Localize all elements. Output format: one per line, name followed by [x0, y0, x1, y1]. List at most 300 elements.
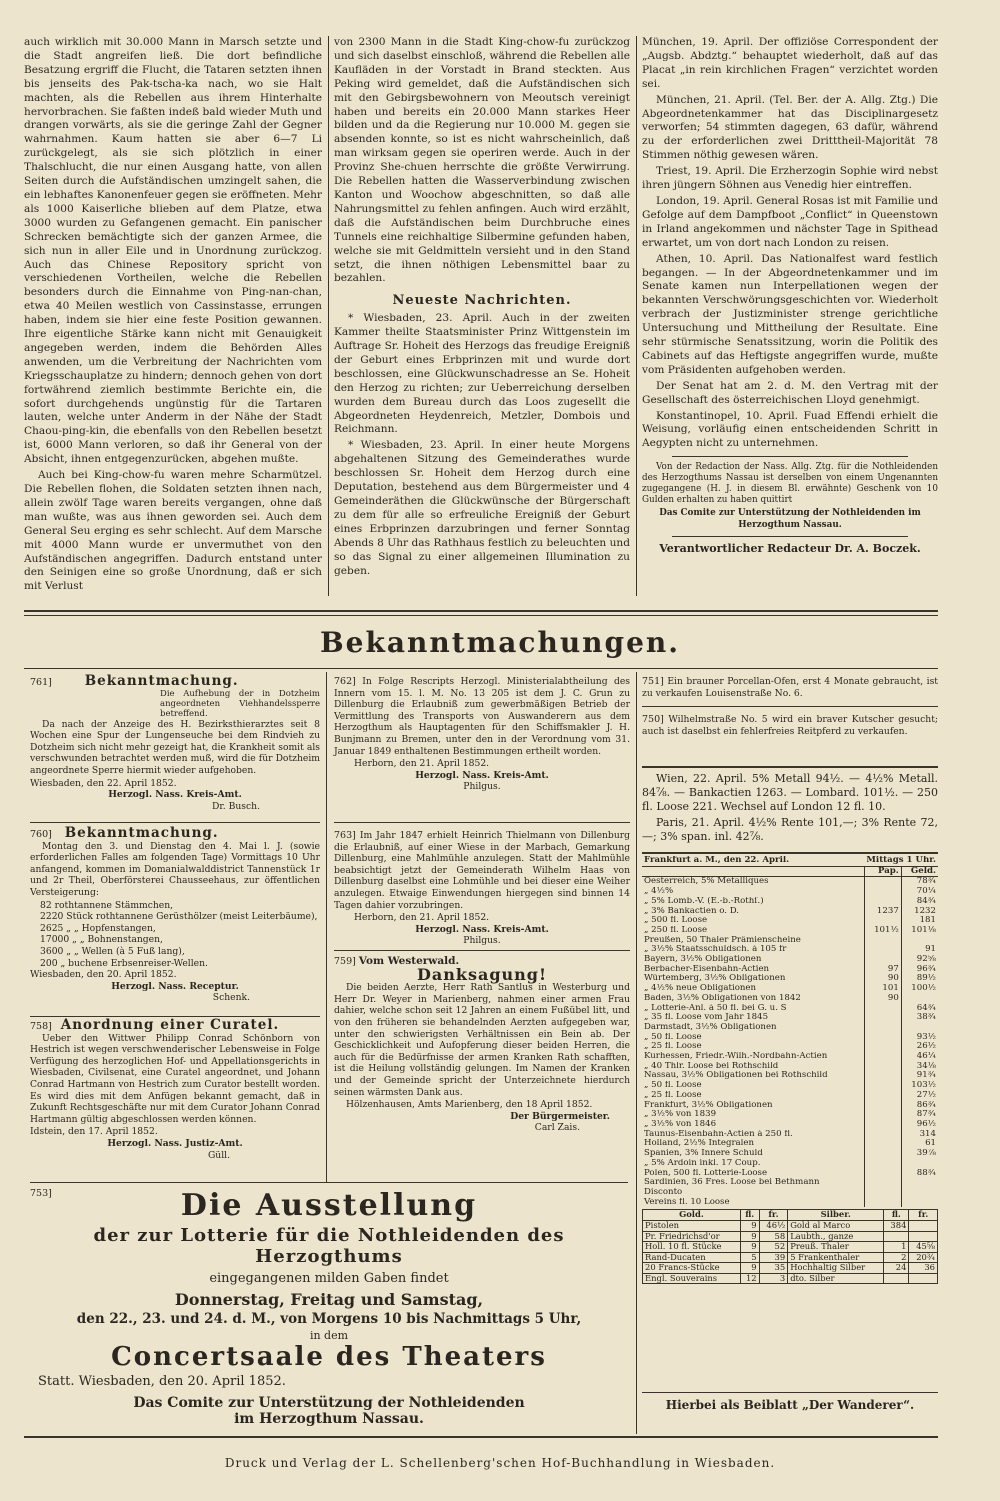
news-item: Konstantinopel, 10. April. Fuad Effendi erhielt die Weisung, vorläufig einen entscheidenden Schritt in Aegypten nicht zu unternehmen.	[642, 409, 938, 450]
article-paragraph: auch wirklich mit 30.000 Mann in Marsch setzte und die Stadt angreifen ließ. Die dort befindliche Besatzung ergriff die Flucht, die Tataren setzten ihnen bis jenseits des Pak-tscha-ka nach, wo sie Halt machten, als die Rebellen aus ihrem Hinterhalte hervorbrachen. Sie faßten indeß bald wieder Muth und drangen vorwärts, als sie die geringe Zahl der Gegner wahrnahmen. Kaum hatten sie aber 6—7 Li zurückgelegt, als sie sich plötzlich in einer Thalschlucht, die nur einen Ausgang hatte, von allen Seiten durch die Aufständischen umzingelt sahen, die ein lebhaftes Kanonenfeuer gegen sie eröffneten. Mehr als 1000 Kaiserliche blieben auf dem Platze, etwa 3000 wurden zu Gefangenen gemacht. Ein panischer Schrecken bemächtigte sich der ganzen Armee, die sich nun in aller Eile und in Unordnung zurückzog. Auch das Chinese Repository spricht von verschiedenen Vortheilen, welche die Rebellen besonders durch die Einnahme von Ping-nan-chan, etwa 40 Meilen westlich von Cassinstasse, errungen haben, indem sie hier eine feste Position gewannen. Ihre eigentliche Stärke kann nicht mit Genauigkeit angegeben werden, indem die Behörden Alles anwenden, um die Verbreitung der Nachrichten vom Kriegsschauplatze zu hindern; dennoch gehen von dort fortwährend ziemlich bestimmte Berichte ein, die sofort durchgehends ungünstig für die Tartaren lauten, welche unter Anderm in der Nähe der Stadt Chaou-ping-kin, die ebenfalls von den Rebellen besetzt ist, 6000 Mann verloren, so daß ihr General von der Absicht, ihnen entgegenzurücken, abgehen mußte.	[24, 36, 322, 466]
auction-item: 2625 „ „ Hopfenstangen,	[40, 922, 156, 934]
section-title-latest-news: Neueste Nachrichten.	[392, 293, 572, 309]
price-geld: 70¼	[901, 887, 938, 897]
security-name: „ 3½% von 1846	[644, 1119, 717, 1129]
divider	[642, 766, 938, 768]
news-column-2	[334, 36, 630, 580]
exchange-row	[642, 926, 938, 936]
security-name: „ 40 Thlr. Loose bei Rothschild	[644, 1061, 779, 1071]
security-name: „ 4½% neue Obligationen	[644, 984, 757, 994]
gold-cell: 2	[884, 1252, 909, 1263]
exhibition-line: eingegangenen milden Gaben findet	[209, 1271, 449, 1286]
price-pap	[864, 1188, 901, 1198]
price-geld: 91	[901, 945, 938, 955]
divider	[30, 1182, 628, 1183]
security-name: Spanien, 3% Innere Schuld	[644, 1149, 763, 1159]
divider	[334, 950, 630, 951]
column-divider	[636, 36, 637, 596]
editor-line: Verantwortlicher Redacteur Dr. A. Boczek.	[659, 542, 921, 556]
announcement-number: 753]	[30, 1188, 52, 1199]
gold-cell: 9	[740, 1220, 759, 1231]
gold-row	[643, 1273, 938, 1284]
announcement-signer: Philgus.	[463, 935, 501, 947]
news-item: London, 19. April. General Rosas ist mit Familie und Gefolge auf dem Dampfboot „Conflict“ in Queenstown in Irland angekommen und nächster Tage in Spithead erwartet, um von dort nach London zu reisen.	[642, 194, 938, 249]
exhibition-committee: im Herzogthum Nassau.	[234, 1411, 424, 1427]
news-item: * Wiesbaden, 23. April. In einer heute Morgens abgehaltenen Sitzung des Gemeinderathes wurde beschlossen Sr. Hoheit dem Herzog durch eine Deputation, bestehend aus dem Bürgermeister und 4 Gemeinderäthen die Glückwünsche der Bürgerschaft zu dem für alle so erfreuliche Ereigniß der Geburt eines Erbprinzen darzubringen und ferner Sonntag Abends 8 Uhr das Rathhaus festlich zu beleuchten und so das Signal zu einer allgemeinen Illumination zu geben.	[334, 439, 630, 577]
price-pap	[864, 877, 901, 887]
news-item: München, 19. April. Der offiziöse Correspondent der „Augsb. Abdztg.“ behauptet wiederholt, daß auf das Placat „in rein kirchlichen Fragen“ verzichtet worden sei.	[642, 36, 938, 90]
price-pap	[864, 1071, 901, 1081]
announcement-body: Die beiden Aerzte, Herr Rath Santlus in Westerburg und Herr Dr. Weyer in Marienberg, nahmen einer armen Frau dahier, welche schon seit 12 Jahren an einem Fußübel litt, und von den früheren sie behandelnden Aerzten aufgegeben war, unter den schwierigsten Verhältnissen ein Bein ab. Der Geschicklichkeit und Aufopferung dieser beiden Herren, die auch für die Bedürfnisse der armen Kranken Rath schafften, ist die Heilung vollständig gelungen. Im Namen der Kranken und der Gemeinde spricht der Unterzeichnete hierdurch seinen wärmsten Dank aus.	[334, 982, 630, 1098]
gold-header-cell: Gold.	[643, 1210, 741, 1221]
gold-row	[643, 1263, 938, 1274]
announcement-title: Bekanntmachung.	[64, 825, 219, 841]
gold-cell	[909, 1220, 938, 1231]
announcement-date: Herborn, den 21. April 1852.	[354, 758, 490, 770]
price-pap	[864, 1120, 901, 1130]
price-pap	[864, 1101, 901, 1111]
auction-item: 2220 Stück rothtannene Gerüsthölzer (meist Leiterbäume),	[40, 911, 318, 923]
gold-cell: Rand-Ducaten	[643, 1252, 741, 1263]
auction-item: 200 „ buchene Erbsenreiser-Wellen.	[40, 957, 208, 969]
announcement-office: Herzogl. Nass. Kreis-Amt.	[415, 769, 549, 781]
gold-header-cell: fl.	[740, 1210, 759, 1221]
exchange-row	[642, 877, 938, 887]
security-name: „ 5% Lomb.-V. (E.-b.-Rothſ.)	[644, 896, 764, 906]
gold-cell: 9	[740, 1231, 759, 1242]
exchange-row	[642, 1198, 938, 1208]
security-name: Würtemberg, 3½% Obligationen	[644, 974, 786, 984]
announcement-number: 750]	[642, 714, 664, 725]
exchange-row	[642, 955, 938, 965]
news-item: Athen, 10. April. Das Nationalfest ward festlich begangen. — In der Abgeordnetenkammer und im Senate kamen nun Interpellationen wegen der bekannten Verschwörungsgeschichten vor. Wiederholt verbrach der Justizminister strenge gerichtliche Untersuchung und Mittheilung der Resultate. Eine sehr stürmische Senatssitzung, worin die Politik des Cabinets auf das Heftigste angegriffen wurde, mußte vom Präsidenten aufgehoben werden.	[642, 252, 938, 376]
column-divider	[636, 672, 637, 1434]
news-column-1	[24, 36, 322, 596]
price-pap	[864, 1004, 901, 1014]
announcement-body: Wilhelmstraße No. 5 wird ein braver Kutscher gesucht; auch ist daselbst ein fehlerfreies Reitpferd zu verkaufen.	[642, 714, 939, 737]
price-pap	[864, 1159, 901, 1169]
exhibition-line: der zur Lotterie für die Nothleidenden des Herzogthums	[93, 1225, 565, 1267]
price-geld: 61	[901, 1139, 938, 1149]
price-pap	[864, 1062, 901, 1072]
gold-header-cell: fr.	[759, 1210, 788, 1221]
article-paragraph: Auch bei King-chow-fu waren mehre Scharmützel. Die Rebellen flohen, die Soldaten setzten ihnen nach, allein zwölf Tage waren bereits vergangen, ohne daß man wußte, was aus ihnen geworden sei. Auch dem General Seu erging es sehr schlecht. Auf dem Marsche mit 4000 Mann wurde er unvermuthet von den Aufständischen angegriffen. Dadurch entstand unter den Seinigen eine so große Unordnung, daß er sich mit Verlust	[24, 469, 322, 593]
exchange-row	[642, 1033, 938, 1043]
price-pap	[864, 1013, 901, 1023]
announcement-body: Montag den 3. und Dienstag den 4. Mai l. J. (sowie erforderlichen Falles am folgenden Tage) Vormittags 10 Uhr anfangend, kommen im Domanialwalddistrict Tannenstück 1r und 2r Theil, Oberförsterei Chausseehaus, zur öffentlichen Versteigerung:	[30, 840, 320, 898]
security-name: „ 500 fl. Loose	[644, 916, 708, 926]
divider	[30, 822, 320, 823]
market-wien: Wien, 22. April. 5% Metall 94½. — 4½% Metall. 84⅞. — Bankactien 1263. — Lombard. 101½. — 250 fl. Loose 221. Wechsel auf London 12 fl. 10.	[642, 772, 938, 813]
price-pap	[864, 1198, 901, 1208]
security-name: „ 50 fl. Loose	[644, 1081, 702, 1091]
announcement-subject: Die Aufhebung der in Dotzheim angeordneten Viehhandelssperre betreffend.	[160, 688, 320, 719]
gold-row	[643, 1242, 938, 1253]
gold-cell: Pr. Friedrichsd'or	[643, 1231, 741, 1242]
exchange-row	[642, 1178, 938, 1188]
price-pap	[864, 1052, 901, 1062]
price-geld	[901, 936, 938, 946]
price-geld: 64¾	[901, 1004, 938, 1014]
exchange-row	[642, 974, 938, 984]
gold-cell	[884, 1231, 909, 1242]
exchange-row	[642, 916, 938, 926]
exchange-row	[642, 1091, 938, 1101]
gold-cell: 45⅝	[909, 1242, 938, 1253]
gold-cell: Engl. Souverains	[643, 1273, 741, 1284]
gold-cell: 35	[759, 1263, 788, 1274]
security-name: „ 3½% von 1839	[644, 1110, 717, 1120]
supplement-note: Hierbei als Beiblatt „Der Wanderer“.	[665, 1398, 915, 1412]
announcement-761	[30, 673, 320, 812]
divider	[672, 456, 908, 457]
security-name: Berbacher-Eisenbahn-Actien	[644, 964, 770, 974]
security-name: „ Lotterie-Anl. à 50 fl. bei G. u. S	[644, 1003, 787, 1013]
exchange-row	[642, 1139, 938, 1149]
gold-cell: Holl. 10 fl. Stücke	[643, 1242, 741, 1253]
security-name: Sardinien, 36 Fres. Loose bei Bethmann	[644, 1178, 820, 1188]
gold-header-cell: fr.	[909, 1210, 938, 1221]
divider	[334, 822, 630, 823]
announcement-body: Ueber den Wittwer Philipp Conrad Schönborn von Hestrich ist wegen verschwenderischer Lebensweise in Folge Verfügung des herzoglichen Hof- und Appellationsgerichts in Wiesbaden, Civilsenat, eine Curatel angeordnet, und Johann Conrad Hartmann von Hestrich zum Curator bestellt worden. Es wird dies mit dem Anfügen bekannt gemacht, daß in Zukunft Rechtsgeschäfte nur mit dem Curator Johann Conrad Hartmann gültig abgeschlossen werden können.	[30, 1032, 320, 1125]
announcement-751	[642, 676, 938, 700]
exchange-row	[642, 965, 938, 975]
price-pap	[864, 1023, 901, 1033]
exchange-row	[642, 1042, 938, 1052]
price-geld	[901, 994, 938, 1004]
exchange-row	[642, 1023, 938, 1033]
gold-cell: Laubth., ganze	[788, 1231, 884, 1242]
divider	[672, 536, 908, 537]
gold-cell: 12	[740, 1273, 759, 1284]
section-rule	[24, 610, 938, 612]
auction-items	[30, 900, 320, 970]
security-name: Kurhessen, Friedr.-Wilh.-Nordbahn-Actien	[644, 1052, 828, 1062]
gold-cell: 9	[740, 1242, 759, 1253]
price-geld: 26½	[901, 1042, 938, 1052]
auction-item: 17000 „ „ Bohnenstangen,	[40, 934, 163, 946]
exchange-row	[642, 897, 938, 907]
exhibition-venue: Concertsaale des Theaters	[111, 1342, 547, 1372]
gold-cell: 46½	[759, 1220, 788, 1231]
announcement-750	[642, 714, 938, 738]
security-name: „ 250 fl. Loose	[644, 925, 708, 935]
price-pap	[864, 1149, 901, 1159]
section-rule	[24, 668, 938, 669]
announcement-760	[30, 825, 320, 1004]
gold-silver-table	[642, 1209, 938, 1284]
gold-row	[643, 1220, 938, 1231]
gold-cell: 58	[759, 1231, 788, 1242]
security-name: „ 50 fl. Loose	[644, 1032, 702, 1042]
exhibition-dates: den 22., 23. und 24. d. M., von Morgens 10 bis Nachmittags 5 Uhr,	[76, 1311, 582, 1327]
donation-notice: Von der Redaction der Nass. Allg. Ztg. für die Nothleidenden des Herzogthums Nassau ist derselben von einem Ungenannten zugegangene (H. J. in diesem Bl. erwähnte) Geschenk von 10 Gulden erhalten zu haben quittirt	[642, 462, 938, 506]
col-pap: Pap.	[864, 866, 901, 877]
price-geld: 103½	[901, 1081, 938, 1091]
announcement-office: Herzogl. Nass. Justiz-Amt.	[107, 1137, 243, 1149]
price-geld: 181	[901, 916, 938, 926]
exchange-row	[642, 1120, 938, 1130]
divider	[642, 852, 938, 854]
announcement-signer: Schenk.	[212, 992, 250, 1004]
gold-cell: dto. Silber	[788, 1273, 884, 1284]
price-geld: 34⅛	[901, 1062, 938, 1072]
security-name: Nassau, 3½% Obligationen bei Rothschild	[644, 1071, 828, 1081]
gold-cell: Preuß. Thaler	[788, 1242, 884, 1253]
imprint-footer: Druck und Verlag der L. Schellenberg'schen Hof-Buchhandlung in Wiesbaden.	[224, 1456, 776, 1470]
exhibition-place-date: Statt. Wiesbaden, den 20. April 1852.	[38, 1374, 286, 1389]
price-pap	[864, 1178, 901, 1188]
price-geld: 78¾	[901, 877, 938, 887]
announcement-number: 763]	[334, 830, 356, 841]
price-pap	[864, 1169, 901, 1179]
announcement-date: Hölzenhausen, Amts Marienberg, den 18 April 1852.	[346, 1099, 593, 1111]
divider	[642, 706, 938, 707]
price-pap	[864, 1033, 901, 1043]
announcements-title: Bekanntmachungen.	[319, 626, 681, 659]
exchange-row	[642, 887, 938, 897]
gold-cell: 3	[759, 1273, 788, 1284]
announcement-signer: Carl Zais.	[534, 1122, 580, 1134]
announcement-759	[334, 956, 630, 1134]
price-geld: 89½	[901, 974, 938, 984]
security-name: Frankfurt, 3½% Obligationen	[644, 1100, 773, 1110]
price-geld	[901, 1188, 938, 1198]
price-pap	[864, 1110, 901, 1120]
price-geld: 27½	[901, 1091, 938, 1101]
announcement-title: Bekanntmachung.	[84, 673, 239, 689]
security-name: Vereins fl. 10 Loose	[644, 1197, 730, 1207]
price-geld: 1232	[901, 907, 938, 917]
announcement-from: Vom Westerwald.	[358, 955, 460, 967]
price-pap	[864, 955, 901, 965]
gold-cell: 384	[884, 1220, 909, 1231]
price-geld: 38¾	[901, 1013, 938, 1023]
section-rule	[24, 615, 938, 616]
gold-row	[643, 1252, 938, 1263]
gold-cell: Pistolen	[643, 1220, 741, 1231]
auction-item: 82 rothtannene Stämmchen,	[40, 899, 174, 911]
price-pap: 101	[864, 984, 901, 994]
announcement-office: Der Bürgermeister.	[510, 1110, 610, 1122]
security-name: „ 3½% Staatsschuldsch. à 105 fr	[644, 945, 787, 955]
gold-cell	[909, 1231, 938, 1242]
price-geld: 84¾	[901, 897, 938, 907]
security-name: „ 4½%	[644, 887, 674, 897]
exhibition-days: Donnerstag, Freitag und Samstag,	[174, 1290, 484, 1309]
price-pap	[864, 1139, 901, 1149]
announcement-office: Herzogl. Nass. Kreis-Amt.	[415, 923, 549, 935]
announcement-number: 751]	[642, 676, 664, 687]
exchange-row	[642, 1169, 938, 1179]
exhibition-line: in dem	[309, 1329, 349, 1342]
announcement-date: Herborn, den 21. April 1852.	[354, 912, 490, 924]
exchange-header-right: Mittags 1 Uhr.	[866, 856, 936, 865]
gold-cell: 36	[909, 1263, 938, 1274]
gold-cell: 20¾	[909, 1252, 938, 1263]
auction-item: 3600 „ „ Wellen (à 5 Fuß lang),	[40, 945, 185, 957]
announcement-762	[334, 676, 630, 793]
exhibition-notice	[30, 1188, 628, 1427]
exchange-row	[642, 1159, 938, 1169]
security-name: „ 35 fl. Loose vom Jahr 1845	[644, 1013, 769, 1023]
security-name: Oesterreich, 5% Metalliques	[644, 876, 769, 887]
price-geld: 314	[901, 1130, 938, 1140]
announcement-office: Herzogl. Nass. Kreis-Amt.	[108, 789, 242, 801]
security-name: Disconto	[644, 1187, 683, 1197]
price-geld	[901, 1198, 938, 1208]
security-name: Taunus-Eisenbahn-Actien à 250 fl.	[644, 1129, 793, 1139]
announcement-body: Da nach der Anzeige des H. Bezirksthierarztes seit 8 Wochen eine Spur der Lungenseuche bei dem Rindvieh zu Dotzheim sich nicht mehr gezeigt hat, die Krankheit somit als verschwunden betrachtet werden muß, wird die für Dotzheim angeordnete Sperre hiermit wieder aufgehoben.	[30, 718, 320, 776]
announcement-758	[30, 1017, 320, 1161]
exchange-row	[642, 1110, 938, 1120]
announcement-office: Herzogl. Nass. Receptur.	[111, 980, 239, 992]
price-pap	[864, 1081, 901, 1091]
exchange-row	[642, 1071, 938, 1081]
exhibition-headline: Die Ausstellung	[180, 1188, 478, 1223]
announcement-signer: Güll.	[207, 1149, 230, 1161]
gold-cell: 5 Frankenthaler	[788, 1252, 884, 1263]
price-pap: 101½	[864, 926, 901, 936]
exchange-rows	[642, 877, 938, 1207]
announcement-number: 762]	[334, 676, 356, 687]
exchange-row	[642, 945, 938, 955]
exchange-row	[642, 936, 938, 946]
price-pap	[864, 1091, 901, 1101]
announcement-title: Danksagung!	[417, 964, 547, 984]
announcement-date: Idstein, den 17. April 1852.	[30, 1126, 158, 1138]
price-pap	[864, 936, 901, 946]
gold-row	[643, 1231, 938, 1242]
security-name: Darmstadt, 3½% Obligationen	[644, 1022, 777, 1032]
col-geld: Geld.	[901, 866, 938, 877]
price-geld: 39⅞	[901, 1149, 938, 1159]
price-pap: 1237	[864, 907, 901, 917]
price-geld: 87¾	[901, 1110, 938, 1120]
exchange-row	[642, 1052, 938, 1062]
security-name: Baden, 3½% Obligationen von 1842	[644, 993, 801, 1003]
news-item: Der Senat hat am 2. d. M. den Vertrag mit der Gesellschaft des österreichischen Lloyd genehmigt.	[642, 379, 938, 406]
announcement-body: Ein brauner Porcellan-Ofen, erst 4 Monate gebraucht, ist zu verkaufen Louisenstraße No. 6.	[642, 676, 938, 699]
price-pap	[864, 916, 901, 926]
announcement-body: Im Jahr 1847 erhielt Heinrich Thielmann von Dillenburg die Erlaubniß, auf einer Wiese in der Marbach, Gemarkung Dillenburg, eine Mahlmühle anzulegen. Statt der Mahlmühle beabsichtigt jetzt der Gemeinderath Wilhelm Haas von Dillenburg daselbst eine Lohmühle und bei dieser eine Weiher anzulegen. Etwaige Einwendungen hiergegen sind binnen 14 Tagen dahier vorzubringen.	[334, 830, 631, 911]
security-name: Polen, 500 fl. Lotterie-Loose	[644, 1168, 768, 1178]
exchange-header-left: Frankfurt a. M., den 22. April.	[644, 856, 790, 865]
price-geld: 96½	[901, 1120, 938, 1130]
gold-cell	[884, 1273, 909, 1284]
price-pap: 97	[864, 965, 901, 975]
gold-cell: Gold al Marco	[788, 1220, 884, 1231]
price-geld: 88¾	[901, 1169, 938, 1179]
gold-header-row	[643, 1210, 938, 1221]
exchange-row	[642, 1130, 938, 1140]
price-geld: 96¾	[901, 965, 938, 975]
divider	[642, 1392, 938, 1393]
price-geld: 101⅛	[901, 926, 938, 936]
market-paris: Paris, 21. April. 4½% Rente 101,—; 3% Rente 72,—; 3% span. inl. 42⅞.	[642, 816, 938, 843]
price-geld: 93½	[901, 1033, 938, 1043]
gold-cell: 5	[740, 1252, 759, 1263]
gold-cell: 1	[884, 1242, 909, 1253]
gold-cell: Hochhaltig Silber	[788, 1263, 884, 1274]
gold-cell: 9	[740, 1263, 759, 1274]
price-pap	[864, 945, 901, 955]
price-geld: 46¼	[901, 1052, 938, 1062]
gold-header-cell: fl.	[884, 1210, 909, 1221]
article-paragraph: von 2300 Mann in die Stadt King-chow-fu zurückzog und sich daselbst einschloß, während die Rebellen alle Kaufläden in der Vorstadt in Brand steckten. Aus Peking wird gemeldet, daß die Aufständischen sich mit den Gebirgsbewohnern von Meoutsch vereinigt haben und bereits ein 20.000 Mann starkes Heer bilden und da die Regierung nur 10.000 M. gegen sie absenden konnte, so ist es nicht wahrscheinlich, daß man wirksam gegen sie operiren werde. Auch in der Provinz She-chuen herrschte die größte Verwirrung. Die Rebellen hatten die Wasserverbindung zwischen Kanton und Woochow abgeschnitten, so daß alle Nahrungsmittel zu fehlen anfingen. Auch wird erzählt, daß die Aufständischen beim Durchbruche eines Tunnels eine reichhaltige Silbermine gefunden haben, welche sie mit Geldmitteln versieht und in den Stand setzt, die ihnen nöthigen Lebensmittel baar zu bezahlen.	[334, 36, 630, 285]
price-pap	[864, 1042, 901, 1052]
column-divider	[328, 36, 329, 596]
price-pap: 90	[864, 974, 901, 984]
announcement-number: 759]	[334, 956, 356, 967]
security-name: „ 3% Bankactien o. D.	[644, 906, 740, 916]
price-geld	[901, 1178, 938, 1188]
security-name: Holland, 2½% Integralen	[644, 1139, 755, 1149]
price-geld	[901, 1159, 938, 1169]
exchange-row	[642, 984, 938, 994]
announcement-number: 760]	[30, 829, 52, 840]
exhibition-committee: Das Comite zur Unterstützung der Nothleidenden	[133, 1395, 525, 1411]
security-name: „ 25 fl. Loose	[644, 1090, 702, 1100]
frankfurt-exchange	[642, 856, 938, 1284]
exchange-row	[642, 1062, 938, 1072]
announcement-number: 758]	[30, 1021, 52, 1032]
gold-cell: 39	[759, 1252, 788, 1263]
exchange-table	[642, 856, 938, 1207]
exchange-row	[642, 1004, 938, 1014]
announcement-763	[334, 830, 630, 947]
exchange-row	[642, 1081, 938, 1091]
announcement-body: In Folge Rescripts Herzogl. Ministerialabtheilung des Innern vom 15. l. M. No. 13 205 ist dem J. C. Grun zu Dillenburg die Erlaubniß zum gewerbmäßigen Betrieb der Vermittlung des Transports von Auswanderern aus dem Herzogthum als Hauptagenten für den Schiffsmakler J. H. Bunjmann zu Bremen, unter den in der Verordnung vom 31. Januar 1849 enthaltenen Bestimmungen ertheilt worden.	[334, 676, 630, 757]
column-divider	[326, 672, 327, 1182]
announcement-date: Wiesbaden, den 22. April 1852.	[30, 777, 177, 789]
security-name: „ 25 fl. Loose	[644, 1042, 702, 1052]
gold-cell: 20 Francs-Stücke	[643, 1263, 741, 1274]
exchange-row	[642, 1101, 938, 1111]
news-item: Triest, 19. April. Die Erzherzogin Sophie wird nebst ihren jüngern Söhnen aus Venedig hier eintreffen.	[642, 165, 938, 192]
security-name: „ 5% Ardoin inkl. 17 Coup.	[644, 1158, 761, 1168]
announcement-signer: Philgus.	[463, 781, 501, 793]
price-geld: 92⅝	[901, 955, 938, 965]
exchange-row	[642, 1149, 938, 1159]
announcement-title: Anordnung einer Curatel.	[60, 1017, 280, 1033]
gold-header-cell: Silber.	[788, 1210, 884, 1221]
gold-cell: 52	[759, 1242, 788, 1253]
price-geld: 86¾	[901, 1101, 938, 1111]
price-pap	[864, 897, 901, 907]
announcement-signer: Dr. Busch.	[212, 800, 260, 812]
exchange-row	[642, 1013, 938, 1023]
news-item: München, 21. April. (Tel. Ber. der A. Allg. Ztg.) Die Abgeordnetenkammer hat das Disciplinargesetz verworfen; 54 stimmten dagegen, 63 dafür, während zu der erforderlichen zwei Dritttheil-Majorität 78 Stimmen nöthig gewesen wären.	[642, 93, 938, 162]
price-pap	[864, 887, 901, 897]
price-pap	[864, 1130, 901, 1140]
donation-notice-signature: Das Comite zur Unterstützung der Nothleidenden im Herzogthum Nassau.	[659, 508, 921, 530]
footer-rule	[24, 1436, 938, 1438]
price-pap: 90	[864, 994, 901, 1004]
announcement-number: 761]	[30, 677, 52, 688]
news-item: * Wiesbaden, 23. April. Auch in der zweiten Kammer theilte Staatsminister Prinz Wittgenstein im Auftrage Sr. Hoheit des Herzogs das freudige Ereigniß der Geburt eines Erbprinzen mit und wurde dort beschlossen, eine Glückwunschadresse an Se. Hoheit den Herzog zu richten; zur Ueberreichung derselben wurden dem Bureau durch das Loos zugesellt die Abgeordneten Heydenreich, Metzler, Dombois und Reichmann.	[334, 312, 630, 436]
announcement-date: Wiesbaden, den 20. April 1852.	[30, 969, 177, 981]
gold-cell	[909, 1273, 938, 1284]
price-geld: 91¾	[901, 1071, 938, 1081]
price-geld: 100½	[901, 984, 938, 994]
security-name: Bayern, 3½% Obligationen	[644, 955, 762, 965]
exchange-row	[642, 994, 938, 1004]
market-reports	[642, 772, 938, 846]
news-column-3	[642, 36, 938, 556]
exchange-row	[642, 907, 938, 917]
price-geld	[901, 1023, 938, 1033]
